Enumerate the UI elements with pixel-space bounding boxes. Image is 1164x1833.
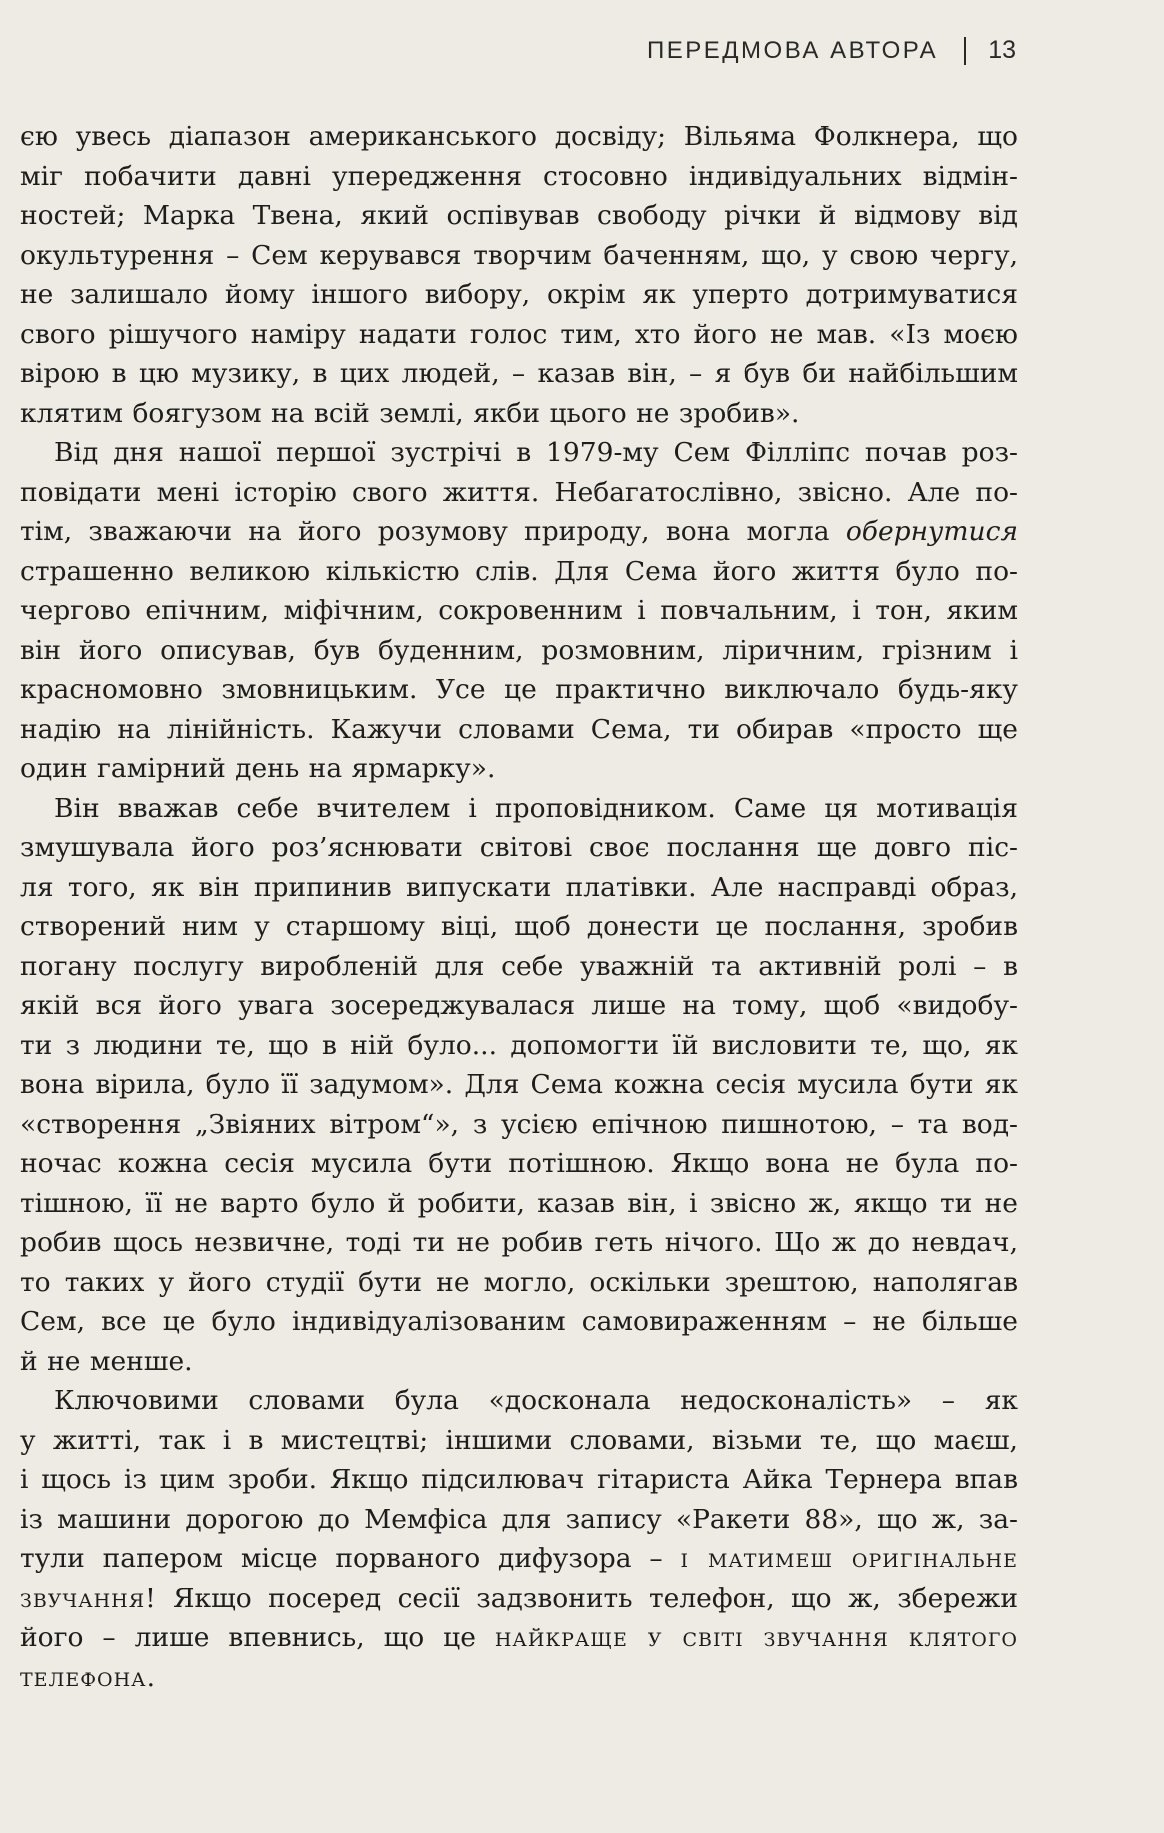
text-line: один гамірний день на ярмарку». <box>20 753 496 784</box>
text-run: тім, зважаючи на його розумову природу, вона могла <box>20 516 846 547</box>
text-line: створений ним у старшому віці, щоб донести це послання, зробив <box>20 911 1018 942</box>
text-line: робив щось незвичне, тоді ти не робив геть нічого. Що ж до невдач, <box>20 1227 1018 1258</box>
text-line: то таких у його студії бути не могло, оскільки зрештою, наполягав <box>20 1266 1018 1298</box>
text-line: Ключовими словами була «досконала недосконалість» – як <box>54 1385 1018 1416</box>
text-line: «створення „Звіяних вітром“», з усією епічною пишнотою, – та вод- <box>20 1108 1018 1140</box>
text-line: ти з людини те, що в ній було... допомогти їй висловити те, що, як <box>20 1029 1018 1061</box>
text-line: якій вся його увага зосереджувалася лише на тому, щоб «видобу- <box>20 990 1018 1021</box>
text-line <box>20 512 1018 552</box>
text-line: й не менше. <box>20 1345 193 1377</box>
text-line: не залишало йому іншого вибору, окрім як уперто дотримуватися <box>20 279 1018 310</box>
text-line: погану послугу виробленій для себе уважній та активній ролі – в <box>20 950 1018 982</box>
text-line: Від дня нашої першої зустрічі в 1979-му Сем Філліпс почав роз- <box>54 437 1018 468</box>
text-line <box>20 1579 1018 1619</box>
text-line: повідати мені історію свого життя. Небагатослівно, звісно. Але по- <box>20 476 1018 508</box>
text-line: чергово епічним, міфічним, сокровенним і повчальним, і тон, яким <box>20 595 1018 626</box>
running-header-title: ПЕРЕДМОВА АВТОРА <box>647 36 939 64</box>
text-run: Якщо посеред сесії задзвонить телефон, що ж, збережи <box>156 1582 1018 1614</box>
text-line: єю увесь діапазон американського досвіду; Вільяма Фолкнера, що <box>20 121 1018 152</box>
small-caps-run: звучання! <box>20 1582 157 1614</box>
text-line: і щось із цим зроби. Якщо підсилювач гітариста Айка Тернера впав <box>20 1464 1018 1495</box>
text-line: надію на лінійність. Кажучи словами Сема, ти обирав «просто ще <box>20 713 1018 745</box>
text-line: клятим боягузом на всій землі, якби цього не зробив». <box>20 397 800 429</box>
italic-word: обернутися <box>845 516 1018 547</box>
text-line: ностей; Марка Твена, який оспівував свободу річки й відмову від <box>20 200 1018 231</box>
text-line <box>20 1539 1018 1579</box>
text-run: його – лише впевнись, що це <box>20 1622 495 1653</box>
small-caps-run: найкраще у світі звучання клятого <box>494 1622 1018 1653</box>
text-line: у житті, так і в мистецтві; іншими словами, візьми те, що маєш, <box>20 1424 1018 1456</box>
text-line <box>20 1618 1018 1658</box>
text-line: свого рішучого наміру надати голос тим, хто його не мав. «Із моєю <box>20 318 1018 350</box>
text-line: із машини дорогою до Мемфіса для запису «Ракети 88», що ж, за- <box>20 1503 1018 1535</box>
text-line: міг побачити давні упередження стосовно індивідуальних відмін- <box>20 160 1018 192</box>
text-line: окультурення – Сем керувався творчим баченням, що, у свою чергу, <box>20 239 1018 271</box>
header-separator <box>964 37 966 65</box>
text-line: телефона. <box>20 1661 156 1693</box>
text-line: тішною, її не варто було й робити, казав він, і звісно ж, якщо ти не <box>20 1187 1018 1219</box>
small-caps-run: і матимеш оригінальне <box>680 1543 1018 1574</box>
text-line: ночас кожна сесія мусила бути потішною. Якщо вона не була по- <box>20 1148 1018 1179</box>
text-line: красномовно змовницьким. Усе це практично виключало будь-яку <box>20 674 1018 705</box>
page-number: 13 <box>988 36 1016 64</box>
text-line: він його описував, був буденним, розмовним, ліричним, грізним і <box>20 634 1018 666</box>
text-line: Сем, все це було індивідуалізованим самовираженням – не більше <box>20 1306 1018 1337</box>
text-line: ля того, як він припинив випускати платівки. Але насправді образ, <box>20 871 1018 903</box>
text-line: вона вірила, було її задумом». Для Сема кожна сесія мусила бути як <box>20 1069 1018 1100</box>
text-line: Він вважав себе вчителем і проповідником. Саме ця мотивація <box>54 792 1018 824</box>
text-line: страшенно великою кількістю слів. Для Сема його життя було по- <box>20 555 1018 587</box>
running-header <box>647 36 1016 65</box>
text-line: вірою в цю музику, в цих людей, – казав він, – я був би найбільшим <box>20 358 1018 389</box>
body-text <box>20 117 1018 1697</box>
text-line: змушувала його роз’яснювати світові своє послання ще довго піс- <box>20 832 1018 863</box>
text-run: тули папером місце порваного дифузора – <box>20 1543 681 1574</box>
